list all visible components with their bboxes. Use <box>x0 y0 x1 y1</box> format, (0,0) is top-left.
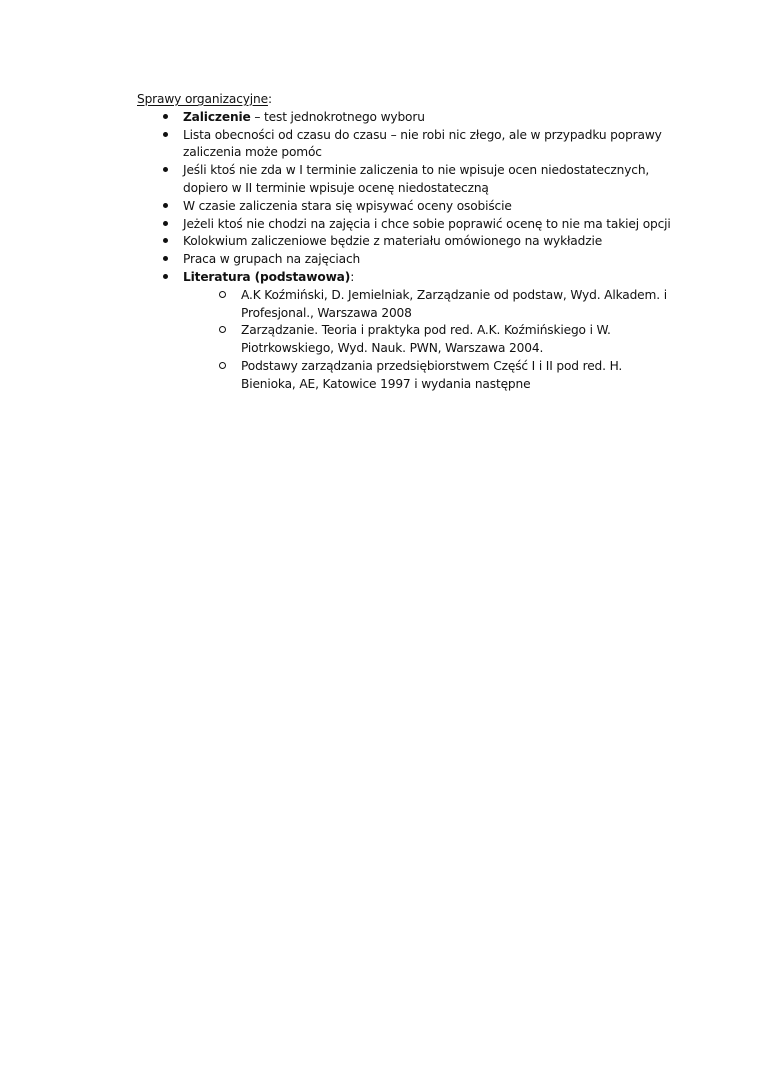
list-item-text: W czasie zaliczenia stara się wpisywać oceny osobiście <box>183 198 512 213</box>
literature-item-text: Zarządzanie. Teoria i praktyka pod red. A.K. Koźmińskiego i W. Piotrkowskiego, Wyd. Nauk. PWN, Warszawa 2004. <box>241 323 611 356</box>
list-item-text: Jeżeli ktoś nie chodzi na zajęcia i chce sobie poprawić ocenę to nie ma takiej opcji <box>183 216 671 231</box>
section-heading: Sprawy organizacyjne <box>137 92 268 106</box>
list-item-text: Praca w grupach na zajęciach <box>183 252 361 267</box>
bullet-icon <box>160 233 170 251</box>
bullet-icon <box>160 216 170 234</box>
list-item <box>137 216 677 234</box>
list-item-text: – test jednokrotnego wyboru <box>250 109 425 124</box>
circle-bullet-icon <box>217 358 227 376</box>
literature-list <box>137 287 677 394</box>
bullet-icon <box>160 198 170 216</box>
literature-item-text: Podstawy zarządzania przedsiębiorstwem Część I i II pod red. H. Bienioka, AE, Katowice 1997 i wydania następne <box>241 358 623 391</box>
circle-bullet-icon <box>217 287 227 305</box>
bullet-icon <box>160 127 170 145</box>
literature-item <box>137 358 677 394</box>
bullet-icon <box>160 251 170 269</box>
literature-item-text: A.K Koźmiński, D. Jemielniak, Zarządzanie od podstaw, Wyd. Alkadem. i Profesjonal., Warszawa 2008 <box>241 287 667 320</box>
section-heading-line <box>137 91 677 109</box>
list-item-text: Kolokwium zaliczeniowe będzie z materiału omówionego na wykładzie <box>183 234 603 249</box>
document-page <box>137 91 677 394</box>
circle-bullet-icon <box>217 322 227 340</box>
list-item <box>137 162 677 198</box>
literature-item <box>137 287 677 323</box>
bullet-icon <box>160 162 170 180</box>
literature-item <box>137 322 677 358</box>
list-item <box>137 233 677 251</box>
organizational-list <box>137 109 677 394</box>
list-item <box>137 109 677 127</box>
list-item-text: Jeśli ktoś nie zda w I terminie zaliczenia to nie wpisuje ocen niedostatecznych, dopiero w II terminie wpisuje ocenę niedostateczną <box>183 163 650 195</box>
list-item-bold: Zaliczenie <box>183 109 251 124</box>
list-item <box>137 251 677 269</box>
literature-colon: : <box>350 269 355 284</box>
list-item <box>137 198 677 216</box>
literature-heading: Literatura (podstawowa) <box>183 269 351 284</box>
list-item-text: Lista obecności od czasu do czasu – nie robi nic złego, ale w przypadku poprawy zaliczenia może pomóc <box>183 127 662 160</box>
list-item-literature <box>137 269 677 394</box>
section-heading-colon: : <box>267 92 272 106</box>
bullet-icon <box>160 109 170 127</box>
bullet-icon <box>160 269 170 287</box>
list-item <box>137 127 677 163</box>
